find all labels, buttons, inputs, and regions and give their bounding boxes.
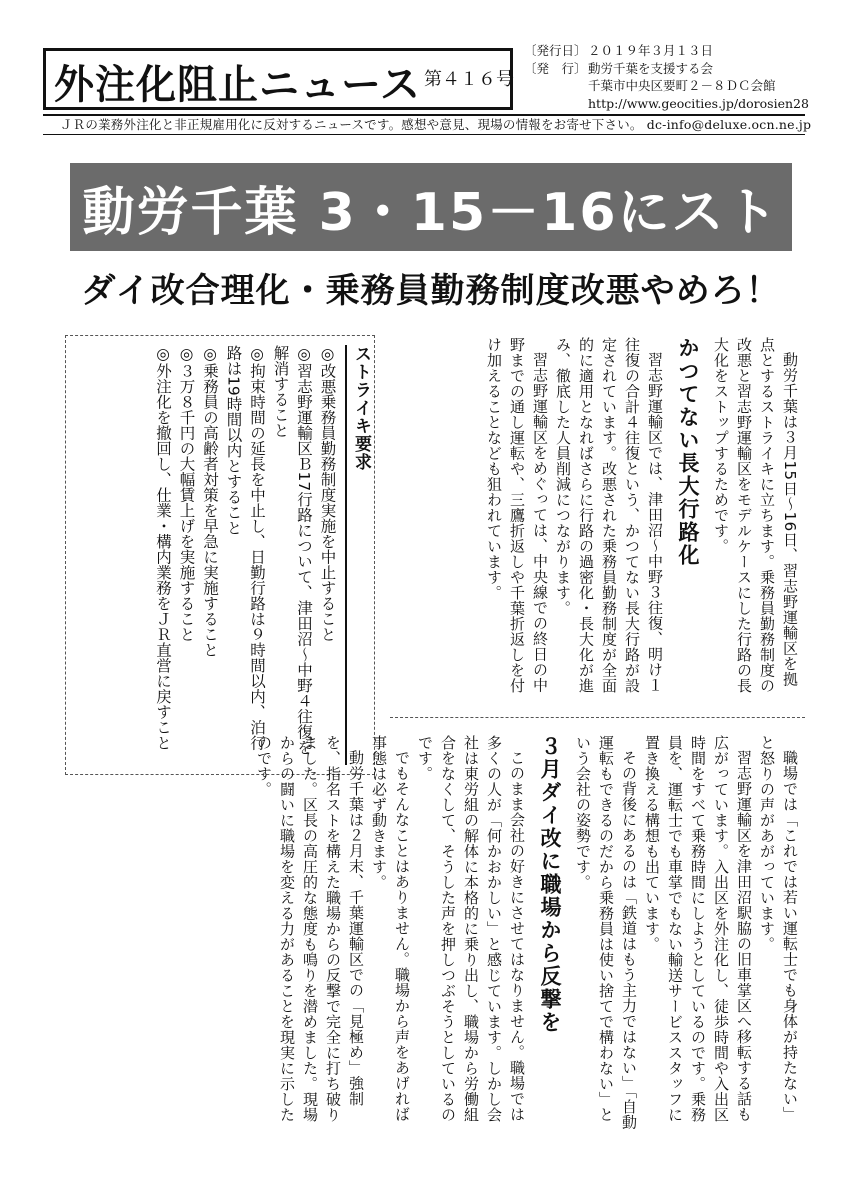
sub-headline: ダイ改合理化・乗務員勤務制度改悪やめろ！ bbox=[81, 271, 781, 311]
demand-item: ◎乗務員の高齢者対策を早急に実施すること bbox=[201, 345, 219, 658]
demands-title: ストライキ要求 bbox=[345, 345, 373, 765]
headline-banner bbox=[70, 163, 792, 251]
publisher-label: 〔発 行〕 bbox=[524, 60, 587, 76]
article-paragraph: 習志野運輸区をめぐっては、中央線での終日の中野までの通し運転や、三鷹折返しや千葉折返しを付け加えることなども狙われています。 bbox=[485, 337, 549, 694]
demand-item: ◎拘束時間の延長を中止し、日勤行路は９時間以内、泊行路は19時間以内とすること bbox=[224, 345, 266, 751]
website-url[interactable]: http://www.geocities.jp/dorosien28 bbox=[588, 95, 809, 111]
article-strike-intro bbox=[446, 337, 801, 697]
publisher: 動労千葉を支援する会 bbox=[588, 60, 714, 76]
main-headline: 動労千葉 3・15－16にスト bbox=[82, 182, 780, 243]
address: 千葉市中央区要町２－８ＤＣ会館 bbox=[588, 78, 776, 93]
lead-text: ＪＲの業務外注化と非正規雇用化に反対するニュースです。感想や意見、現場の情報をお寄せ下さい。 dc-info@deluxe.ocn.ne.jp bbox=[60, 117, 812, 132]
section-divider bbox=[390, 717, 805, 718]
article-paragraph: でもそんなことはありません。職場から声をあげれば事態は必ず動きます。 bbox=[370, 735, 411, 1122]
strike-demands bbox=[82, 345, 372, 765]
demand-item: ◎習志野運輸区Ｂ17行路について、津田沼～中野４往復を解消すること bbox=[271, 345, 313, 755]
newsletter-title: 外注化阻止ニュース bbox=[54, 62, 421, 108]
article-counterattack bbox=[255, 735, 801, 1130]
demand-item: ◎３万８千円の大幅賃上げを実施すること bbox=[177, 345, 196, 642]
article-paragraph: このまま会社の好きにさせてはなりません。職場では多くの人が「何かおかしい」と感じています。しかし会社は東労組の解体に本格的に乗り出し、職場から労働組合をなくして、そうした声を押しつぶそうとしているのです。 bbox=[416, 735, 526, 1123]
demand-item: ◎改悪乗務員勤務制度実施を中止すること bbox=[318, 345, 337, 642]
publication-info bbox=[524, 42, 809, 112]
article-paragraph: 習志野運輸区を津田沼駅脇の旧車掌区へ移転する話も広がっています。入出区を外注化し、徒歩時間や入出区時間をすべて乗務時間にしようとしているのです。乗務員を、運転士でも車掌でもない輸送サービススタッフに置き換える構想も出ています。 bbox=[643, 735, 753, 1123]
pub-date-label: 〔発行日〕 bbox=[524, 43, 587, 58]
article-paragraph: 習志野運輸区では、津田沼～中野３往復、明け１往復の合計４往復という、かつてない長大行路が設定されています。改悪された乗務員勤務制度が全面的に適用となればさらに行路の過密化・長大化が進み、徹底した人員削減につながります。 bbox=[554, 337, 664, 694]
demand-item: ◎外注化を撤回し、仕業・構内業務をＪＲ直営に戻すこと bbox=[154, 345, 172, 751]
lead-divider bbox=[43, 134, 805, 135]
section-heading: かつてない長大行路化 bbox=[676, 337, 700, 567]
pub-date: ２０１９年３月１３日 bbox=[588, 43, 714, 58]
article-paragraph: 動労千葉は３月15日～16日、習志野運輸区を拠点とするストライキに立ちます。乗務員勤務制度の改悪と習志野運輸区をモデルケースにした行路の長大化をストップするためです。 bbox=[712, 337, 799, 694]
article-paragraph: 職場では「これでは若い運転士でも身体が持たない」と怒りの声があがっています。 bbox=[758, 735, 799, 1122]
masthead-box bbox=[43, 48, 513, 110]
article-paragraph: その背後にあるのは「鉄道はもう主力ではない」「自動運転もできるのだから乗務員は使い捨てで構わない」という会社の姿勢です。 bbox=[574, 735, 638, 1130]
section-heading: ３月ダイ改に職場から反撃を bbox=[538, 735, 562, 1034]
issue-number: 第４１６号 bbox=[424, 69, 514, 90]
article-paragraph: 動労千葉は２月末、千葉運輸区での「見極め」強制を、指名ストを構えた職場からの反撃で完全に打ち破りました。区長の高圧的な態度も鳴りを潜めました。現場からの闘いに職場を変える力があることを現実に示したのです。 bbox=[255, 735, 365, 1123]
